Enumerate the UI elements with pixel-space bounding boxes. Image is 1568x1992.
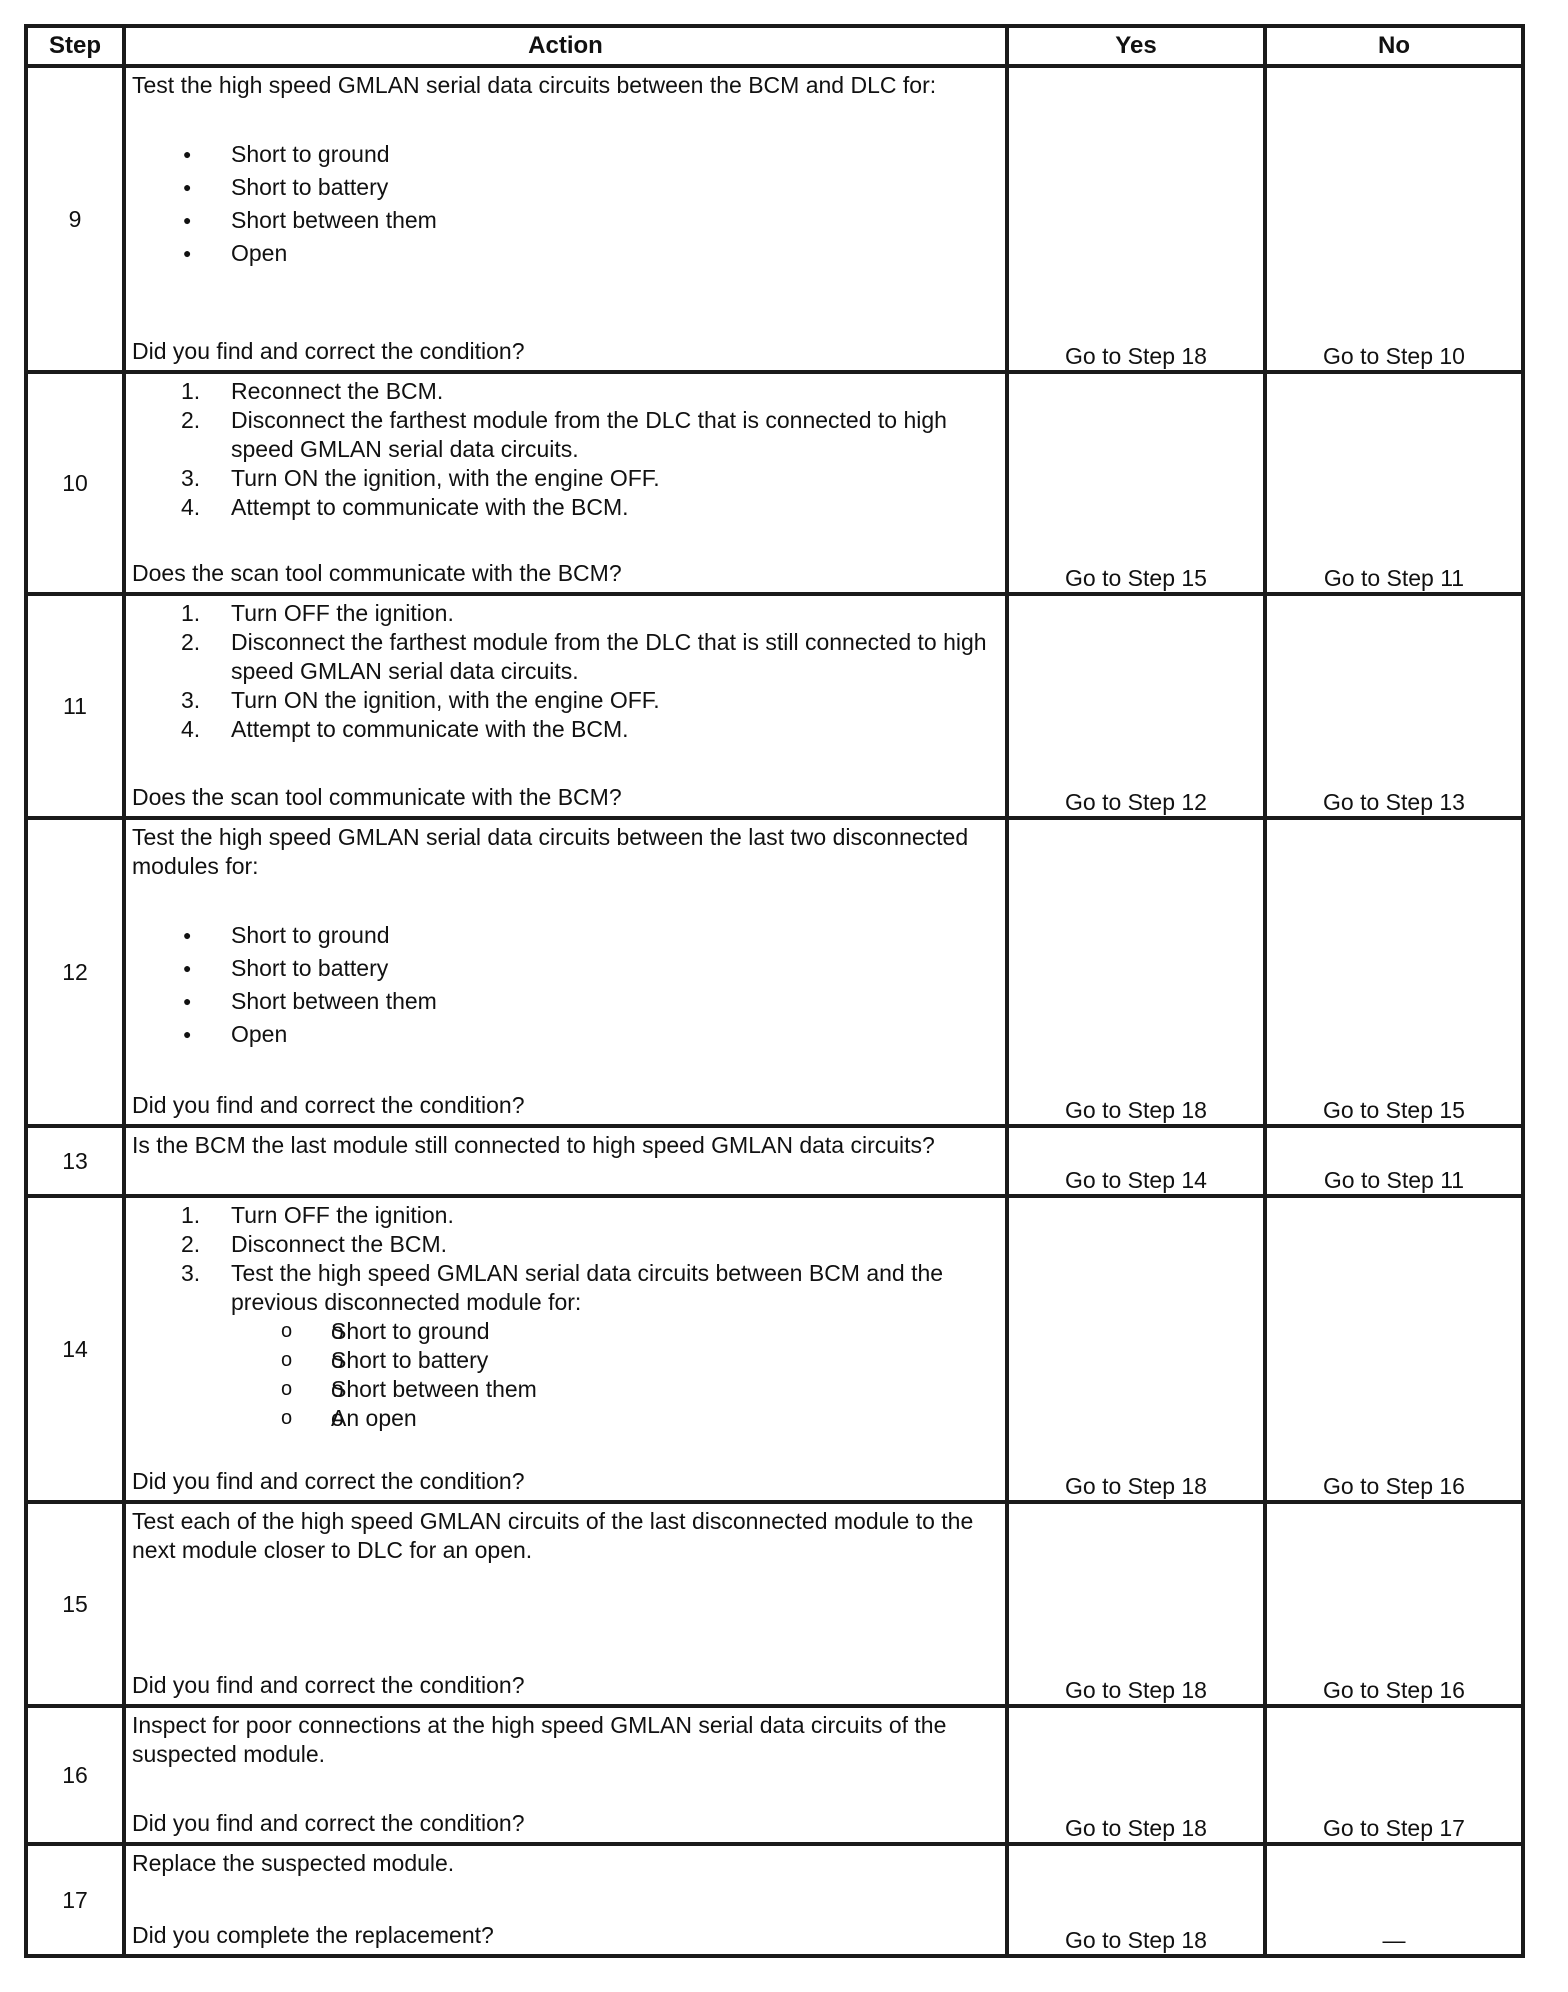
list-item: ● Open — [132, 237, 999, 270]
list-item: ● Short between them — [132, 204, 999, 237]
action-cell — [124, 818, 1007, 1126]
yes-result: Go to Step 18 — [1007, 818, 1265, 1126]
yes-result: Go to Step 18 — [1007, 1196, 1265, 1502]
sub-list-item: o o Short to ground — [231, 1317, 999, 1346]
numbered-list — [132, 1201, 999, 1433]
header-no: No — [1265, 26, 1523, 66]
action-cell — [124, 66, 1007, 372]
step-number: 16 — [26, 1706, 124, 1844]
list-item: 2. Disconnect the farthest module from the DLC that is connected to high speed GMLAN serial data circuits. — [181, 407, 947, 462]
list-item: 3. Turn ON the ignition, with the engine OFF. — [181, 687, 660, 713]
list-item: 2. Disconnect the BCM. — [181, 1231, 448, 1257]
bullet-list — [132, 919, 999, 1051]
list-item: 2. Disconnect the farthest module from the DLC that is still connected to high speed GMLAN serial data circuits. — [181, 629, 987, 684]
sub-list-item: o o An open — [231, 1404, 999, 1433]
yes-result: Go to Step 18 — [1007, 1502, 1265, 1706]
yes-result: Go to Step 18 — [1007, 1706, 1265, 1844]
action-question: Did you find and correct the condition? — [132, 1672, 525, 1698]
table-row — [26, 1844, 1523, 1956]
step-number: 13 — [26, 1126, 124, 1196]
table-row — [26, 1706, 1523, 1844]
list-item: 1. Turn OFF the ignition. — [181, 1202, 454, 1228]
action-intro: Replace the suspected module. — [132, 1850, 455, 1876]
action-question: Is the BCM the last module still connected to high speed GMLAN data circuits? — [132, 1132, 935, 1158]
numbered-list — [132, 599, 999, 744]
action-question: Did you find and correct the condition? — [132, 338, 525, 364]
header-step: Step — [26, 26, 124, 66]
no-result: Go to Step 13 — [1265, 594, 1523, 818]
action-cell — [124, 1844, 1007, 1956]
bullet-list — [132, 138, 999, 270]
yes-result: Go to Step 12 — [1007, 594, 1265, 818]
action-question: Did you find and correct the condition? — [132, 1810, 525, 1836]
step-number: 17 — [26, 1844, 124, 1956]
action-cell — [124, 1706, 1007, 1844]
yes-result: Go to Step 15 — [1007, 372, 1265, 594]
header-row — [26, 26, 1523, 66]
yes-result: Go to Step 18 — [1007, 66, 1265, 372]
table-row — [26, 1502, 1523, 1706]
action-intro: Test each of the high speed GMLAN circuits of the last disconnected module to the next module closer to DLC for an open. — [132, 1508, 974, 1563]
list-item: 3. Test the high speed GMLAN serial data circuits between BCM and the previous disconnected module for: o o Short to ground o o Short to battery o o Short between them o o An open — [132, 1259, 999, 1433]
table-row — [26, 66, 1523, 372]
action-question: Did you find and correct the condition? — [132, 1092, 525, 1118]
table-row — [26, 1196, 1523, 1502]
action-question: Did you complete the replacement? — [132, 1922, 494, 1948]
sub-list-item: o o Short to battery — [231, 1346, 999, 1375]
list-item: ● Short to ground — [132, 138, 999, 171]
no-result: Go to Step 11 — [1265, 1126, 1523, 1196]
diagnostic-procedure-table — [24, 24, 1525, 1958]
header-yes: Yes — [1007, 26, 1265, 66]
list-item: ● Short to ground — [132, 919, 999, 952]
header-action: Action — [124, 26, 1007, 66]
no-result: Go to Step 15 — [1265, 818, 1523, 1126]
table-row — [26, 372, 1523, 594]
action-intro: Test the high speed GMLAN serial data circuits between the last two disconnected modules for: — [132, 824, 969, 879]
sub-list — [231, 1317, 999, 1433]
action-intro: Test the high speed GMLAN serial data circuits between the BCM and DLC for: — [132, 72, 937, 98]
list-item: ● Short to battery — [132, 952, 999, 985]
action-cell — [124, 1502, 1007, 1706]
step-number: 9 — [26, 66, 124, 372]
sub-list-item: o o Short between them — [231, 1375, 999, 1404]
step-number: 14 — [26, 1196, 124, 1502]
list-item: ● Open — [132, 1018, 999, 1051]
action-cell — [124, 594, 1007, 818]
list-item: 1. Reconnect the BCM. — [181, 378, 444, 404]
list-item: ● Short to battery — [132, 171, 999, 204]
no-result: Go to Step 11 — [1265, 372, 1523, 594]
step-number: 12 — [26, 818, 124, 1126]
numbered-list — [132, 377, 999, 522]
no-result: Go to Step 10 — [1265, 66, 1523, 372]
action-question: Did you find and correct the condition? — [132, 1468, 525, 1494]
action-cell — [124, 1196, 1007, 1502]
action-question: Does the scan tool communicate with the BCM? — [132, 784, 622, 810]
list-item: ● Short between them — [132, 985, 999, 1018]
list-item: 4. Attempt to communicate with the BCM. — [181, 494, 629, 520]
no-result: — — [1265, 1844, 1523, 1956]
step-number: 10 — [26, 372, 124, 594]
yes-result: Go to Step 18 — [1007, 1844, 1265, 1956]
step-number: 11 — [26, 594, 124, 818]
table-row — [26, 818, 1523, 1126]
list-item: 3. Turn ON the ignition, with the engine OFF. — [181, 465, 660, 491]
no-result: Go to Step 16 — [1265, 1502, 1523, 1706]
step-number: 15 — [26, 1502, 124, 1706]
table-row — [26, 1126, 1523, 1196]
table-row — [26, 594, 1523, 818]
action-cell — [124, 1126, 1007, 1196]
action-question: Does the scan tool communicate with the BCM? — [132, 560, 622, 586]
no-result: Go to Step 16 — [1265, 1196, 1523, 1502]
action-intro: Inspect for poor connections at the high speed GMLAN serial data circuits of the suspected module. — [132, 1712, 947, 1767]
yes-result: Go to Step 14 — [1007, 1126, 1265, 1196]
action-cell — [124, 372, 1007, 594]
list-item: 4. Attempt to communicate with the BCM. — [181, 716, 629, 742]
list-item: 1. Turn OFF the ignition. — [181, 600, 454, 626]
no-result: Go to Step 17 — [1265, 1706, 1523, 1844]
